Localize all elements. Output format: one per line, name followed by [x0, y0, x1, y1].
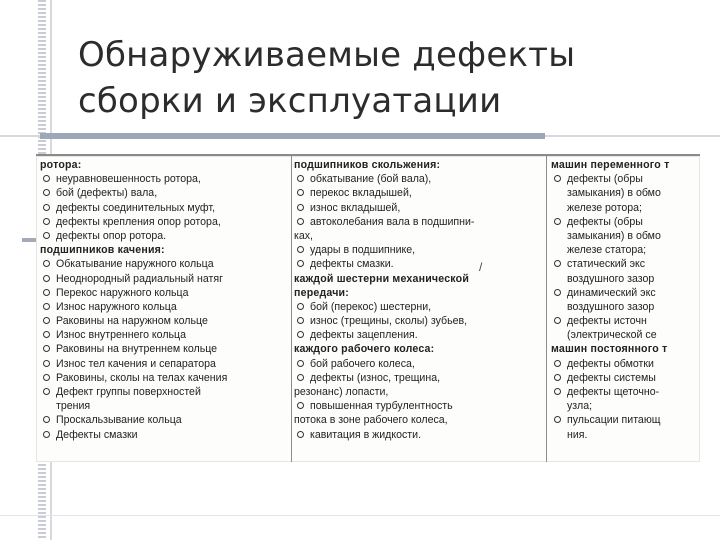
defects-table-image — [36, 154, 700, 462]
table-item-text: (электрической се — [567, 329, 657, 342]
bullet-icon — [296, 259, 305, 268]
table-list-item — [294, 172, 546, 186]
table-list-item — [40, 215, 296, 229]
table-item-text: Раковины на внутреннем кольце — [56, 343, 218, 356]
table-list-item — [294, 314, 546, 328]
table-list-item — [40, 328, 296, 342]
table-item-text: перекос вкладышей, — [310, 187, 412, 200]
table-list-item — [551, 314, 700, 328]
table-item-text: дефекты (обры — [567, 215, 643, 228]
table-item-text: Раковины, сколы на телах качения — [56, 371, 228, 384]
table-item-text: Износ внутреннего кольца — [56, 329, 186, 342]
slide-title-underline-bar — [40, 133, 545, 139]
table-list-item — [40, 428, 296, 442]
bullet-icon — [296, 316, 305, 325]
table-list-item — [294, 385, 546, 399]
table-item-text: Износ наружного кольца — [56, 300, 177, 313]
table-item-text: каждой шестерни механической — [294, 272, 470, 285]
table-list-item — [294, 201, 546, 215]
bullet-icon — [42, 373, 51, 382]
table-item-text: потока в зоне рабочего колеса, — [294, 414, 448, 427]
slide-title — [78, 32, 678, 124]
table-list-item — [294, 300, 546, 314]
table-item-text: машин переменного т — [551, 159, 670, 171]
table-item-text: дефекты соединительных муфт, — [56, 201, 216, 214]
table-item-text: Обкатывание наружного кольца — [56, 258, 214, 271]
table-item-text: дефекты (обры — [567, 173, 643, 186]
table-list-item — [551, 357, 700, 371]
table-item-text: ках, — [294, 229, 313, 242]
table-item-text: статический экс — [567, 258, 646, 271]
table-item-text: подшипников скольжения: — [294, 159, 441, 171]
bullet-icon — [553, 174, 562, 183]
bullet-icon — [42, 288, 51, 297]
table-list-item — [294, 428, 546, 442]
table-list-item — [551, 243, 700, 257]
bullet-icon — [42, 259, 51, 268]
table-item-text: ротора: — [40, 159, 82, 171]
table-list-item — [40, 201, 296, 215]
table-list-item — [551, 371, 700, 385]
table-item-text: дефекты обмотки — [567, 357, 654, 370]
slide-title-line-2: сборки и эксплуатации — [78, 81, 502, 121]
table-list-item — [551, 172, 700, 186]
table-item-text: железе ротора; — [567, 201, 642, 214]
bullet-icon — [553, 288, 562, 297]
slide-decor-tick — [22, 238, 36, 242]
table-section-header — [294, 342, 546, 356]
bullet-icon — [42, 415, 51, 424]
table-item-text: воздушного зазор — [567, 272, 655, 285]
bullet-icon — [296, 401, 305, 410]
table-item-text: передачи: — [294, 286, 349, 299]
table-list-item — [40, 286, 296, 300]
table-item-text: резонанс) лопасти, — [294, 386, 389, 398]
table-item-text: неуравновешенность ротора, — [56, 173, 201, 186]
table-list-item — [40, 371, 296, 385]
table-list-item — [294, 399, 546, 413]
table-list-item — [40, 399, 296, 413]
table-item-text: подшипников качения: — [40, 244, 165, 257]
table-list-item — [551, 257, 700, 271]
table-item-text: дефекты крепления опор ротора, — [56, 215, 221, 228]
table-list-item — [294, 243, 546, 257]
bullet-icon — [42, 231, 51, 240]
table-section-header — [294, 272, 546, 286]
column-rotor-bearings — [40, 158, 296, 442]
table-item-text: Износ тел качения и сепаратора — [56, 357, 216, 370]
bullet-icon — [296, 217, 305, 226]
table-section-header — [40, 158, 296, 172]
table-list-item — [40, 229, 296, 243]
table-list-item — [294, 328, 546, 342]
bullet-icon — [42, 302, 51, 311]
table-list-item — [40, 385, 296, 399]
stray-mark: / — [479, 260, 483, 274]
bullet-icon — [42, 174, 51, 183]
table-item-text: замыкания) в обмо — [567, 187, 661, 200]
table-item-text: Дефекты смазки — [56, 428, 138, 441]
table-item-text: дефекты источн — [567, 315, 647, 328]
table-item-text: Неоднородный радиальный натяг — [56, 272, 223, 285]
column-electric-machines — [551, 158, 700, 442]
table-list-item — [551, 215, 700, 229]
bullet-icon — [553, 387, 562, 396]
table-item-text: Дефект группы поверхностей — [56, 386, 201, 398]
table-item-text: автоколебания вала в подшипни- — [310, 215, 475, 228]
bullet-icon — [42, 344, 51, 353]
table-item-text: обкатывание (бой вала), — [310, 173, 432, 186]
bullet-icon — [42, 203, 51, 212]
table-item-text: повышенная турбулентность — [310, 400, 453, 413]
bullet-icon — [296, 302, 305, 311]
bullet-icon — [42, 359, 51, 368]
table-item-text: Перекос наружного кольца — [56, 286, 189, 299]
table-list-item — [551, 413, 700, 427]
table-item-text: дефекты опор ротора. — [56, 229, 167, 242]
table-section-header — [294, 158, 546, 172]
bullet-icon — [42, 330, 51, 339]
table-item-text: удары в подшипнике, — [310, 244, 416, 257]
table-item-text: дефекты щеточно- — [567, 386, 660, 398]
table-item-text: каждого рабочего колеса: — [294, 343, 435, 356]
table-section-header — [551, 158, 700, 172]
bullet-icon — [553, 373, 562, 382]
table-section-header — [551, 342, 700, 356]
slide-title-line-1: Обнаруживаемые дефекты — [78, 35, 576, 75]
column-sliding-bearings-gears-impellers — [294, 158, 546, 442]
table-list-item — [294, 215, 546, 229]
bullet-icon — [553, 415, 562, 424]
table-list-item — [294, 186, 546, 200]
bullet-icon — [42, 387, 51, 396]
table-list-item — [40, 172, 296, 186]
table-list-item — [551, 385, 700, 399]
bullet-icon — [42, 217, 51, 226]
table-list-item — [551, 399, 700, 413]
table-item-text: пульсации питающ — [567, 414, 661, 427]
table-item-text: Раковины на наружном кольце — [56, 315, 208, 328]
table-list-item — [294, 257, 546, 271]
column-divider — [546, 156, 547, 462]
table-item-text: динамический экс — [567, 286, 656, 299]
bullet-icon — [553, 359, 562, 368]
table-item-text: дефекты системы — [567, 371, 656, 384]
table-list-item — [551, 428, 700, 442]
table-item-text: замыкания) в обмо — [567, 229, 661, 242]
bullet-icon — [553, 316, 562, 325]
table-list-item — [40, 342, 296, 356]
bullet-icon — [296, 330, 305, 339]
table-list-item — [40, 357, 296, 371]
table-list-item — [40, 413, 296, 427]
table-list-item — [40, 314, 296, 328]
table-list-item — [551, 300, 700, 314]
bullet-icon — [296, 373, 305, 382]
table-list-item — [294, 357, 546, 371]
bullet-icon — [42, 188, 51, 197]
table-section-header — [294, 286, 546, 300]
table-item-text: железе статора; — [567, 244, 647, 257]
table-section-header — [40, 243, 296, 257]
table-item-text: воздушного зазор — [567, 300, 655, 313]
table-list-item — [40, 300, 296, 314]
bullet-icon — [296, 174, 305, 183]
table-list-item — [40, 272, 296, 286]
table-list-item — [294, 371, 546, 385]
table-list-item — [551, 229, 700, 243]
table-item-text: бой (перекос) шестерни, — [310, 300, 432, 313]
table-item-text: дефекты смазки. — [310, 258, 394, 271]
bullet-icon — [296, 359, 305, 368]
bullet-icon — [42, 316, 51, 325]
table-item-text: износ (трещины, сколы) зубьев, — [310, 315, 468, 328]
bullet-icon — [42, 274, 51, 283]
table-item-text: кавитация в жидкости. — [310, 428, 422, 441]
bullet-icon — [296, 430, 305, 439]
table-item-text: дефекты (износ, трещина, — [310, 371, 441, 384]
table-item-text: бой (дефекты) вала, — [56, 187, 158, 200]
table-item-text: машин постоянного т — [551, 343, 668, 356]
bullet-icon — [296, 188, 305, 197]
table-item-text: износ вкладышей, — [310, 201, 401, 214]
bullet-icon — [42, 430, 51, 439]
bullet-icon — [553, 217, 562, 226]
table-list-item — [40, 186, 296, 200]
table-item-text: ния. — [567, 428, 588, 441]
table-item-text: дефекты зацепления. — [310, 329, 418, 342]
table-list-item — [294, 229, 546, 243]
table-list-item — [551, 201, 700, 215]
table-list-item — [551, 286, 700, 300]
table-list-item — [294, 413, 546, 427]
bullet-icon — [553, 259, 562, 268]
table-item-text: трения — [56, 400, 91, 413]
table-list-item — [551, 186, 700, 200]
table-list-item — [551, 272, 700, 286]
slide-decor-bottom-line — [0, 515, 720, 516]
bullet-icon — [296, 203, 305, 212]
bullet-icon — [296, 245, 305, 254]
table-item-text: узла; — [567, 400, 593, 413]
table-list-item — [551, 328, 700, 342]
table-list-item — [40, 257, 296, 271]
table-item-text: бой рабочего колеса, — [310, 357, 415, 370]
table-item-text: Проскальзывание кольца — [56, 414, 182, 427]
